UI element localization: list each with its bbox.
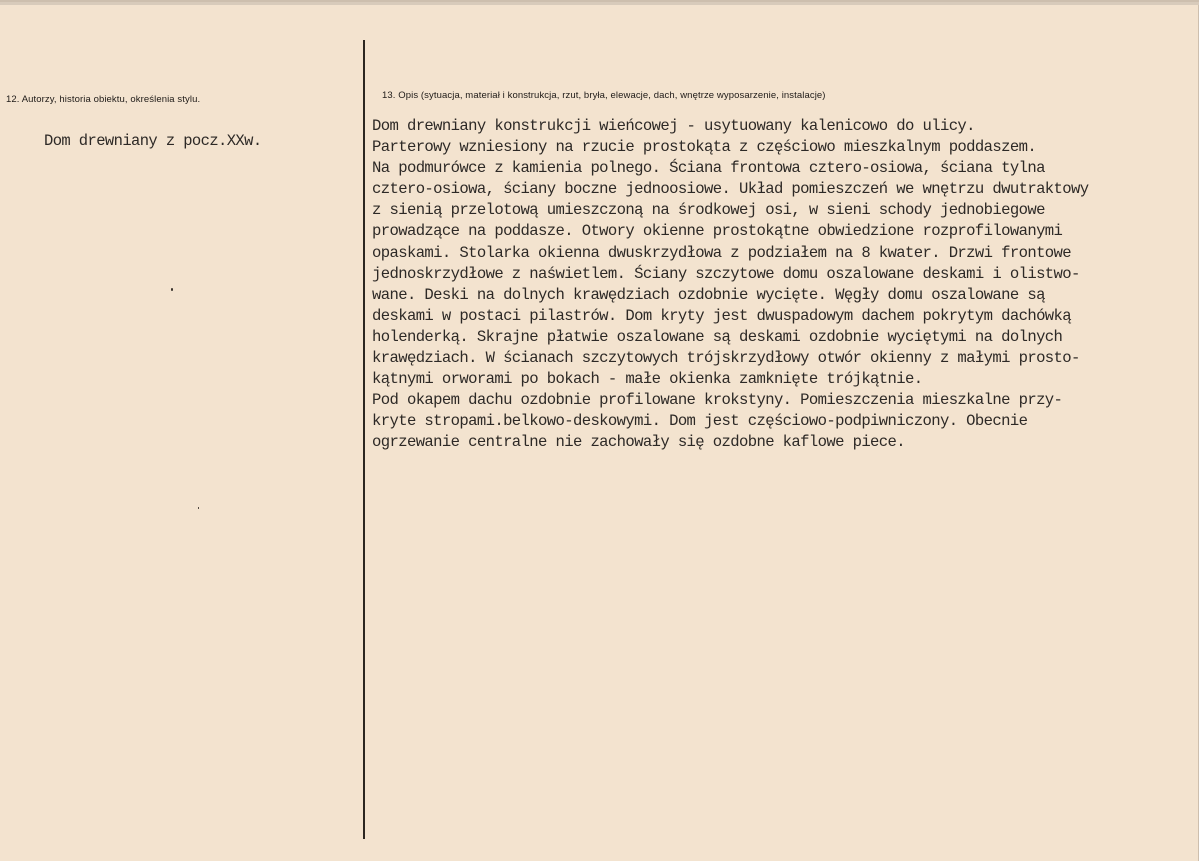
field-13-description <box>372 116 1197 454</box>
description-line: Parterowy wzniesiony na rzucie prostokąta z częściowo mieszkalnym poddaszem. <box>372 138 1037 157</box>
description-line: cztero-osiowa, ściany boczne jednoosiowe. Układ pomieszczeń we wnętrzu dwutraktowy <box>372 180 1089 199</box>
description-line: krawędziach. W ścianach szczytowych trójskrzydłowy otwór okienny z małymi prosto- <box>372 349 1080 368</box>
description-line: Na podmurówce z kamienia polnego. Ściana frontowa cztero-osiowa, ściana tylna <box>372 159 1045 178</box>
column-divider <box>363 40 365 839</box>
description-line: holenderką. Skrajne płatwie oszalowane są deskami ozdobnie wyciętymi na dolnych <box>372 327 1063 346</box>
ink-speck <box>198 507 199 509</box>
description-line: opaskami. Stolarka okienna dwuskrzydłowa z podziałem na 8 kwater. Drzwi frontowe <box>372 243 1072 262</box>
description-line: jednoskrzydłowe z naświetlem. Ściany szczytowe domu oszalowane deskami i olistwo- <box>372 264 1080 283</box>
description-line: wane. Deski na dolnych krawędziach ozdobnie wycięte. Węgły domu oszalowane są <box>372 285 1045 304</box>
description-line: z sienią przelotową umieszczoną na środkowej osi, w sieni schody jednobiegowe <box>372 201 1045 220</box>
field-12-label: 12. Autorzy, historia obiektu, określenia stylu. <box>6 94 201 105</box>
description-line: kryte stropami.belkowo-deskowymi. Dom jest częściowo-podpiwniczony. Obecnie <box>372 412 1028 431</box>
description-line: Pod okapem dachu ozdobnie profilowane krokstyny. Pomieszczenia mieszkalne przy- <box>372 391 1063 410</box>
card-top-edge <box>0 2 1199 5</box>
field-13-label: 13. Opis (sytuacja, materiał i konstrukcja, rzut, bryła, elewacje, dach, wnętrze wyposarzenie, instalacje) <box>382 90 826 101</box>
description-line: Dom drewniany konstrukcji wieńcowej - usytuowany kalenicowo do ulicy. <box>372 117 975 135</box>
ink-speck <box>171 288 173 291</box>
field-12-value: Dom drewniany z pocz.XXw. <box>44 132 262 150</box>
description-line: kątnymi orworami po bokach - małe okienka zamknięte trójkątnie. <box>372 370 923 389</box>
description-line: prowadzące na poddasze. Otwory okienne prostokątne obwiedzione rozprofilowanymi <box>372 222 1063 241</box>
description-line: deskami w postaci pilastrów. Dom kryty jest dwuspadowym dachem pokrytym dachówką <box>372 306 1072 325</box>
description-line: ogrzewanie centralne nie zachowały się ozdobne kaflowe piece. <box>372 433 906 452</box>
